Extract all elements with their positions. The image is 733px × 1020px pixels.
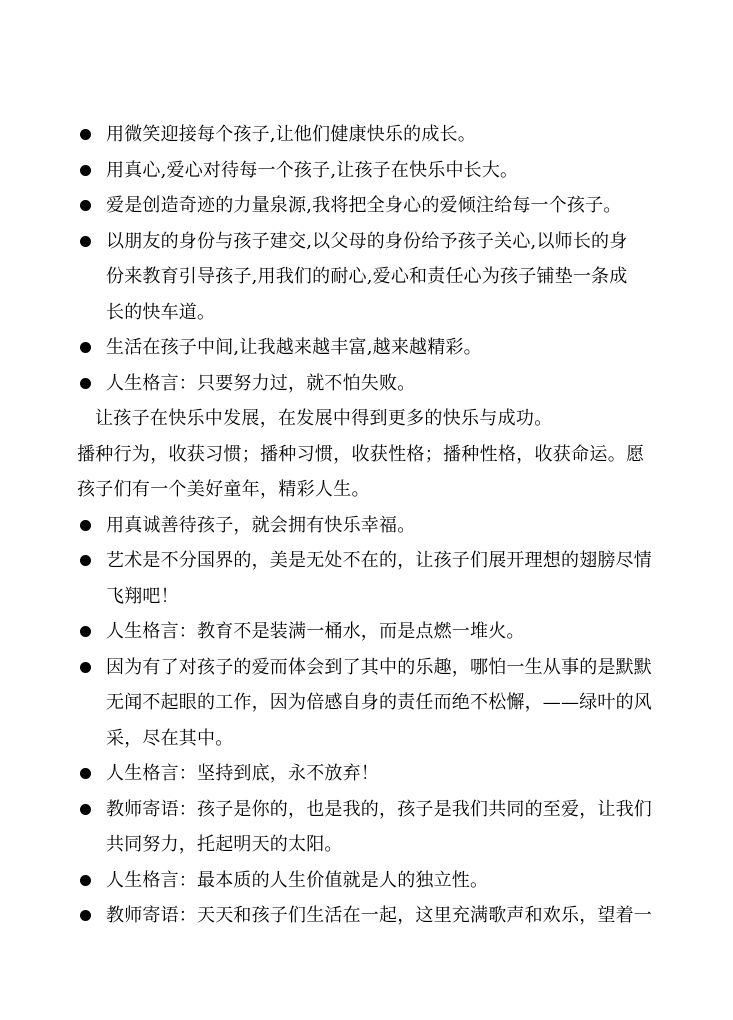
paragraph-line: 让孩子在快乐中发展，在发展中得到更多的快乐与成功。 bbox=[95, 408, 553, 429]
list-item bbox=[77, 792, 662, 863]
list-item-line: 教师寄语：孩子是你的，也是我的，孩子是我们共同的至爱，让我们 bbox=[106, 798, 652, 820]
list-item-line: 因为有了对孩子的爱而体会到了其中的乐趣，哪怕一生从事的是默默 bbox=[106, 656, 652, 678]
list-item-text bbox=[77, 188, 662, 224]
bullet-list-top bbox=[77, 117, 662, 401]
bullet-list-bottom bbox=[77, 508, 662, 934]
list-item-line: 教师寄语：天天和孩子们生活在一起，这里充满歌声和欢乐，望着一 bbox=[106, 905, 652, 926]
list-item-text bbox=[77, 898, 662, 934]
bullet-dot-icon bbox=[80, 236, 91, 247]
list-item-line: 用真心,爱心对待每一个孩子,让孩子在快乐中长大。 bbox=[106, 159, 519, 181]
list-item-text bbox=[77, 863, 662, 899]
list-item bbox=[77, 366, 662, 402]
list-item bbox=[77, 188, 662, 224]
document-body bbox=[77, 117, 662, 934]
bullet-dot-icon bbox=[80, 662, 91, 673]
bullet-dot-icon bbox=[80, 200, 91, 211]
list-item bbox=[77, 153, 662, 189]
list-item-text bbox=[77, 366, 662, 402]
list-item bbox=[77, 650, 662, 757]
list-item-line: 人生格言：只要努力过，就不怕失败。 bbox=[106, 372, 416, 394]
list-item-text bbox=[77, 756, 662, 792]
list-item bbox=[77, 508, 662, 544]
list-item-text bbox=[77, 117, 662, 153]
bullet-dot-icon bbox=[80, 165, 91, 176]
list-item bbox=[77, 330, 662, 366]
list-item-line: 爱是创造奇迹的力量泉源,我将把全身心的爱倾注给每一个孩子。 bbox=[106, 195, 622, 216]
list-item-line: 用真诚善待孩子，就会拥有快乐幸福。 bbox=[106, 514, 416, 536]
list-item-line: 长的快车道。 bbox=[106, 301, 216, 323]
list-item-text bbox=[77, 614, 662, 650]
bullet-dot-icon bbox=[80, 342, 91, 353]
list-item-text bbox=[77, 650, 662, 757]
list-item bbox=[77, 898, 662, 934]
list-item-text bbox=[77, 792, 662, 863]
list-item-text bbox=[77, 330, 662, 366]
list-item-line: 用微笑迎接每个孩子,让他们健康快乐的成长。 bbox=[106, 124, 476, 145]
bullet-dot-icon bbox=[80, 626, 91, 637]
list-item bbox=[77, 117, 662, 153]
list-item-line: 艺术是不分国界的，美是无处不在的，让孩子们展开理想的翅膀尽情 bbox=[106, 550, 652, 571]
bullet-dot-icon bbox=[80, 875, 91, 886]
list-item-text bbox=[77, 543, 662, 614]
bullet-dot-icon bbox=[80, 378, 91, 389]
list-item bbox=[77, 863, 662, 899]
list-item-line: 人生格言：教育不是装满一桶水，而是点燃一堆火。 bbox=[106, 621, 525, 642]
paragraph-line: 孩子们有一个美好童年，精彩人生。 bbox=[77, 479, 370, 500]
bullet-dot-icon bbox=[80, 804, 91, 815]
list-item-line: 共同努力，托起明天的太阳。 bbox=[106, 834, 343, 855]
bullet-dot-icon bbox=[80, 129, 91, 140]
list-item bbox=[77, 756, 662, 792]
list-item-line: 份来教育引导孩子,用我们的耐心,爱心和责任心为孩子铺垫一条成 bbox=[106, 266, 628, 287]
list-item bbox=[77, 543, 662, 614]
bullet-dot-icon bbox=[80, 520, 91, 531]
list-item-line: 采，尽在其中。 bbox=[106, 727, 234, 749]
list-item-line: 以朋友的身份与孩子建交,以父母的身份给予孩子关心,以师长的身 bbox=[106, 230, 628, 252]
bullet-dot-icon bbox=[80, 910, 91, 921]
list-item-line: 无闻不起眼的工作，因为倍感自身的责任而绝不松懈，——绿叶的风 bbox=[106, 692, 652, 713]
list-item-line: 人生格言：坚持到底，永不放弃！ bbox=[106, 763, 379, 784]
list-item-line: 生活在孩子中间,让我越来越丰富,越来越精彩。 bbox=[106, 337, 482, 358]
paragraph-line: 播种行为，收获习惯；播种习惯，收获性格；播种性格，收获命运。愿 bbox=[77, 443, 645, 465]
list-item bbox=[77, 614, 662, 650]
bullet-dot-icon bbox=[80, 768, 91, 779]
list-item-text bbox=[77, 224, 662, 331]
list-item-text bbox=[77, 153, 662, 189]
list-item bbox=[77, 224, 662, 331]
list-item-line: 人生格言：最本质的人生价值就是人的独立性。 bbox=[106, 869, 489, 891]
list-item-text bbox=[77, 508, 662, 544]
plain-paragraph bbox=[77, 401, 662, 508]
list-item-line: 飞翔吧！ bbox=[106, 585, 179, 607]
bullet-dot-icon bbox=[80, 555, 91, 566]
